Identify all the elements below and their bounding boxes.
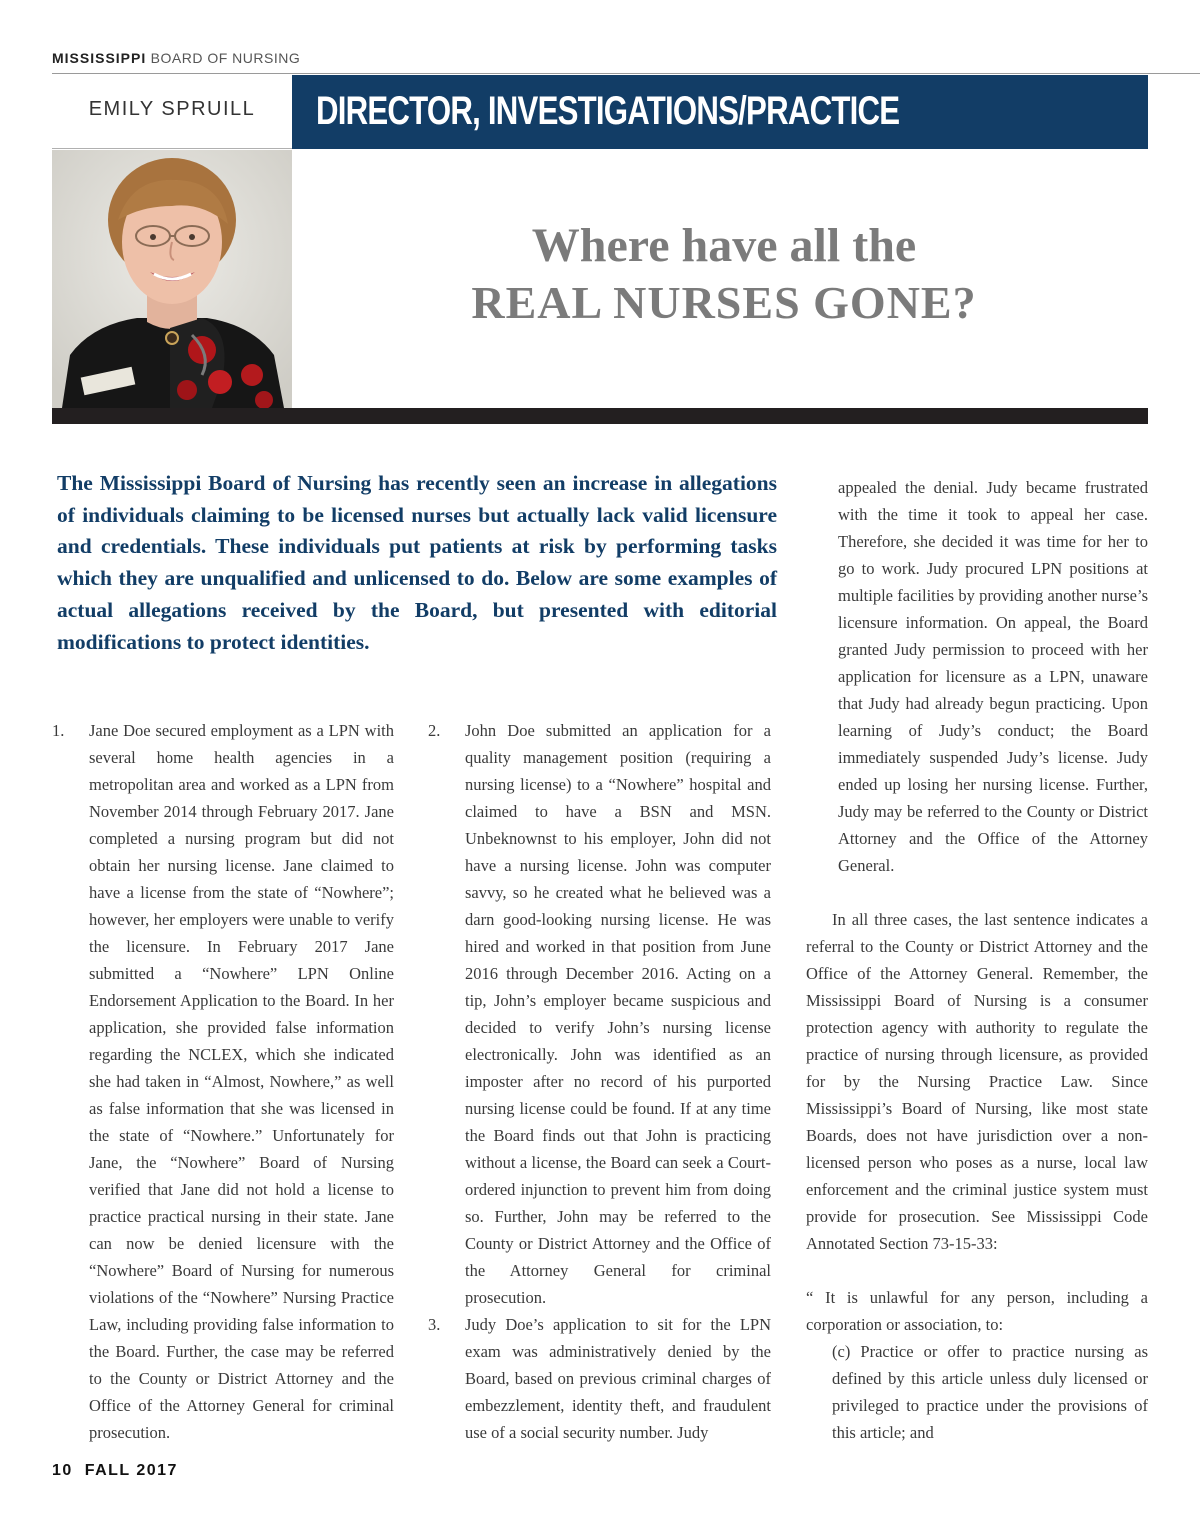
article-headline [300,218,1148,332]
headline-line-1: Where have all the [531,219,917,272]
column-1 [52,717,394,1446]
case-text: Jane Doe secured employment as a LPN with several home health agencies in a metropolitan area and worked as a LPN from November 2014 through February 2017. Jane completed a nursing program but did not obtain her nursing license. Jane claimed to have a license from the state of “Nowhere”; however, her employers were unable to verify the licensure. In February 2017 Jane submitted a “Nowhere” LPN Online Endorsement Application to the Board. In her application, she provided false information regarding the NCLEX, which she indicated she had taken in “Almost, Nowhere,” as well as false information that she was licensed in the state of “Nowhere.” Unfortunately for Jane, the “Nowhere” Board of Nursing verified that Jane did not hold a license to practice practical nursing in their state. Jane can now be denied licensure with the “Nowhere” Board of Nursing for numerous violations of the “Nowhere” Nursing Practice Law, including providing false information to the Board. Further, the case may be referred to the County or District Attorney and the Office of the Attorney General for criminal prosecution. [89,721,394,1442]
case-text: Judy Doe’s application to sit for the LPN exam was administratively denied by the Board, based on previous criminal charges of embezzlement, identity theft, and fraudulent use of a social security number. Judy [465,1315,771,1442]
portrait-illustration [52,150,292,408]
masthead-org-light: BOARD OF NURSING [150,50,301,66]
section-divider [52,408,1148,424]
masthead-org-bold: MISSISSIPPI [52,50,147,66]
author-name: EMILY SPRUILL [88,98,256,120]
statute-quote: “ It is unlawful for any person, including a corporation or association, to: [806,1288,1148,1334]
summary-paragraph: In all three cases, the last sentence indicates a referral to the County or District Attorney and the Office of the Attorney General. Remember, the Mississippi Board of Nursing is a consumer protection agency with authority to regulate the practice of nursing through licensure, as provided for by the Nursing Practice Law. Since Mississippi’s Board of Nursing, like most state Boards, does not have jurisdiction over a non-licensed person who poses as a nurse, local law enforcement and the criminal justice system must provide for prosecution. See Mississippi Code Annotated Section 73-15-33: [806,910,1148,1253]
page-number: 10 [52,1462,73,1479]
case-number: 3. [428,1315,441,1334]
statute-quote-item: (c) Practice or offer to practice nursing as defined by this article unless duly licensed or privileged to practice under the provisions of this article; and [832,1342,1148,1442]
author-portrait-photo [52,150,292,408]
author-title: DIRECTOR, INVESTIGATIONS/PRACTICE [316,89,900,133]
case-number: 1. [52,721,65,740]
column-2 [428,717,771,1446]
case-item-3 [428,1311,771,1446]
case-3-continuation: appealed the denial. Judy became frustrated with the time it took to appeal her case. Therefore, she decided it was time for her to go to work. Judy procured LPN positions at multiple facilities by providing another nurse’s licensure information. On appeal, the Board granted Judy permission to proceed with her application for licensure as a LPN, unaware that Judy had already begun practicing. Upon learning of Judy’s conduct; the Board immediately suspended Judy’s license. Judy ended up losing her nursing license. Further, Judy may be referred to the County or District Attorney and the Office of the Attorney General. [838,478,1148,875]
case-number: 2. [428,721,441,740]
column-3 [806,474,1148,1446]
issue-label: FALL 2017 [84,1462,178,1479]
title-bar [292,75,1148,149]
headline-line-2: REAL NURSES GONE? [471,277,977,328]
intro-paragraph: The Mississippi Board of Nursing has recently seen an increase in allegations of individuals claiming to be licensed nurses but actually lack valid licensure and credentials. These individuals put patients at risk by performing tasks which they are unqualified and unlicensed to do. Below are some examples of actual allegations received by the Board, but presented with editorial modifications to protect identities. [57,471,777,654]
masthead [52,50,300,66]
case-item-2 [428,717,771,1311]
author-divider [52,148,292,149]
masthead-divider [52,73,1200,74]
case-text: John Doe submitted an application for a quality management position (requiring a nursing license) to a “Nowhere” hospital and claimed to have a BSN and MSN. Unbeknownst to his employer, John did not have a nursing license. John was computer savvy, so he created what he believed was a darn good-looking nursing license. He was hired and worked in that position from June 2016 through December 2016. Acting on a tip, John’s employer became suspicious and decided to verify John’s nursing license electronically. John was identified as an imposter after no record of his purported nursing license could be found. If at any time the Board finds out that John is practicing without a license, the Board can seek a Court-ordered injunction to prevent him from doing so. Further, John may be referred to the County or District Attorney and the Office of the Attorney General for criminal prosecution. [465,721,771,1307]
case-item-1 [52,717,394,1446]
page-footer [52,1462,178,1480]
